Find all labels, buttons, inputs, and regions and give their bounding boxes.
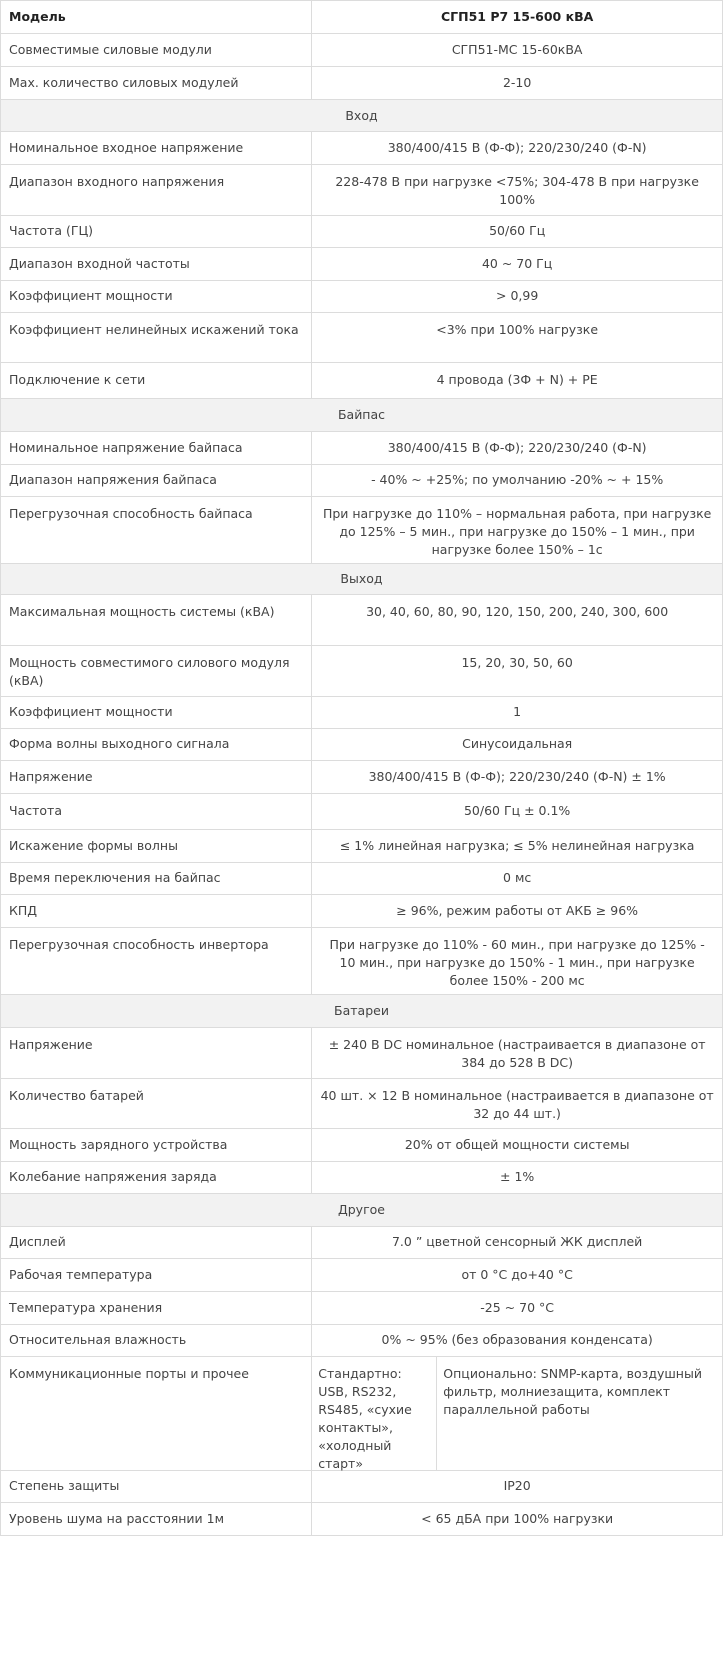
spec-row [1,729,723,761]
spec-label: Совместимые силовые модули [1,34,312,67]
header-label: Модель [1,1,312,34]
spec-label: Коэффициент мощности [1,697,312,729]
spec-value: ≤ 1% линейная нагрузка; ≤ 5% нелинейная нагрузка [312,830,723,863]
spec-value-optional: Опционально: SNMP-карта, воздушный фильтр, молниезащита, комплект параллельной работы [443,1366,702,1417]
section-row [1,564,723,595]
spec-value: ± 240 В DC номинальное (настраивается в диапазоне от 384 до 528 В DC) [312,1028,723,1079]
spec-label: Перегрузочная способность инвертора [1,928,312,995]
spec-row [1,34,723,67]
spec-row [1,1357,723,1471]
section-row [1,399,723,432]
spec-label: Дисплей [1,1227,312,1259]
spec-value: IP20 [312,1471,723,1503]
spec-value: 7.0 ” цветной сенсорный ЖК дисплей [312,1227,723,1259]
spec-row [1,363,723,399]
spec-row [1,1471,723,1503]
spec-value: 0% ~ 95% (без образования конденсата) [312,1325,723,1357]
spec-value: 2-10 [312,67,723,100]
spec-row [1,67,723,100]
section-row [1,100,723,132]
spec-row [1,1227,723,1259]
spec-row [1,1259,723,1292]
spec-value: < 65 дБА при 100% нагрузки [312,1503,723,1536]
spec-value: 15, 20, 30, 50, 60 [312,646,723,697]
spec-value: 30, 40, 60, 80, 90, 120, 150, 200, 240, 300, 600 [312,595,723,646]
spec-label: Степень защиты [1,1471,312,1503]
spec-row [1,281,723,313]
spec-label: Частота [1,794,312,830]
spec-row [1,697,723,729]
spec-value: 0 мс [312,863,723,895]
spec-label: КПД [1,895,312,928]
model-name: СГП51 Р7 15-600 кВА [312,1,723,34]
spec-value: 50/60 Гц [312,216,723,248]
spec-label: Относительная влажность [1,1325,312,1357]
spec-value: 40 шт. × 12 В номинальное (настраивается в диапазоне от 32 до 44 шт.) [312,1079,723,1129]
section-title: Вход [1,100,723,132]
spec-row [1,928,723,995]
spec-value: 20% от общей мощности системы [312,1129,723,1162]
spec-row [1,432,723,465]
spec-row [1,165,723,216]
spec-label: Температура хранения [1,1292,312,1325]
spec-label: Напряжение [1,761,312,794]
spec-value: 380/400/415 В (Ф-Ф); 220/230/240 (Ф-N) [312,132,723,165]
spec-label: Искажение формы волны [1,830,312,863]
spec-label: Напряжение [1,1028,312,1079]
spec-value-split [312,1357,723,1471]
spec-label: Мощность совместимого силового модуля (кВА) [1,646,312,697]
spec-row [1,1129,723,1162]
spec-row [1,895,723,928]
spec-value: -25 ~ 70 °С [312,1292,723,1325]
spec-value: 228-478 В при нагрузке <75%; 304-478 В при нагрузке 100% [312,165,723,216]
spec-label: Уровень шума на расстоянии 1м [1,1503,312,1536]
spec-row [1,1325,723,1357]
spec-row [1,465,723,497]
spec-label: Время переключения на байпас [1,863,312,895]
spec-value: ≥ 96%, режим работы от АКБ ≥ 96% [312,895,723,928]
spec-row [1,1162,723,1194]
section-row [1,1194,723,1227]
spec-label: Коэффициент нелинейных искажений тока [1,313,312,363]
spec-label: Номинальное напряжение байпаса [1,432,312,465]
spec-row [1,248,723,281]
spec-value-standard: Стандартно: USB, RS232, RS485, «сухие контакты», «холодный старт» [312,1357,437,1470]
spec-label: Форма волны выходного сигнала [1,729,312,761]
spec-label: Диапазон входного напряжения [1,165,312,216]
spec-label: Коммуникационные порты и прочее [1,1357,312,1471]
section-title: Выход [1,564,723,595]
spec-label: Max. количество силовых модулей [1,67,312,100]
section-title: Батареи [1,995,723,1028]
spec-value: от 0 °С до+40 °С [312,1259,723,1292]
section-title: Другое [1,1194,723,1227]
spec-row [1,216,723,248]
spec-value: 50/60 Гц ± 0.1% [312,794,723,830]
spec-value: <3% при 100% нагрузке [312,313,723,363]
spec-row [1,1292,723,1325]
spec-label: Колебание напряжения заряда [1,1162,312,1194]
spec-label: Диапазон входной частоты [1,248,312,281]
spec-label: Подключение к сети [1,363,312,399]
spec-value: При нагрузке до 110% - 60 мин., при нагрузке до 125% - 10 мин., при нагрузке до 150% - 1 мин., при нагрузке более 150% - 200 мс [312,928,723,995]
spec-value: > 0,99 [312,281,723,313]
spec-label: Диапазон напряжения байпаса [1,465,312,497]
spec-row [1,761,723,794]
header-row [1,1,723,34]
spec-value: 380/400/415 В (Ф-Ф); 220/230/240 (Ф-N) ± 1% [312,761,723,794]
spec-label: Частота (ГЦ) [1,216,312,248]
spec-row [1,497,723,564]
spec-label: Перегрузочная способность байпаса [1,497,312,564]
spec-label: Максимальная мощность системы (кВА) [1,595,312,646]
spec-row [1,863,723,895]
spec-row [1,595,723,646]
spec-row [1,313,723,363]
spec-value: 380/400/415 В (Ф-Ф); 220/230/240 (Ф-N) [312,432,723,465]
spec-value: 40 ~ 70 Гц [312,248,723,281]
spec-label: Рабочая температура [1,1259,312,1292]
spec-row [1,132,723,165]
spec-row [1,1028,723,1079]
spec-value: ± 1% [312,1162,723,1194]
section-title: Байпас [1,399,723,432]
spec-label: Мощность зарядного устройства [1,1129,312,1162]
spec-value: - 40% ~ +25%; по умолчанию -20% ~ + 15% [312,465,723,497]
spec-row [1,794,723,830]
spec-label: Номинальное входное напряжение [1,132,312,165]
spec-value: СГП51-МС 15-60кВА [312,34,723,67]
spec-value: 1 [312,697,723,729]
spec-row [1,1079,723,1129]
spec-value: 4 провода (3Ф + N) + PE [312,363,723,399]
spec-label: Коэффициент мощности [1,281,312,313]
spec-row [1,830,723,863]
spec-row [1,1503,723,1536]
spec-value: Синусоидальная [312,729,723,761]
spec-value: При нагрузке до 110% – нормальная работа, при нагрузке до 125% – 5 мин., при нагрузке до 150% – 1 мин., при нагрузке более 150% – 1с [312,497,723,564]
spec-table-body [1,1,723,1536]
section-row [1,995,723,1028]
spec-row [1,646,723,697]
spec-label: Количество батарей [1,1079,312,1129]
